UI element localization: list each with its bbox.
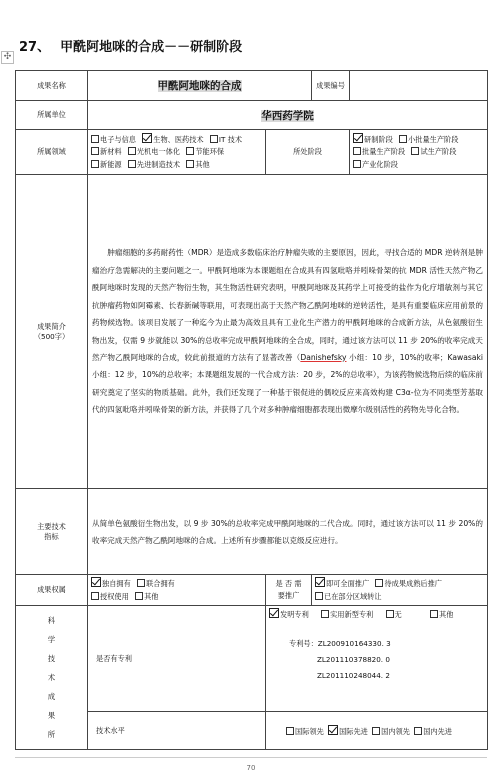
stage-option[interactable]: 研制阶段: [353, 135, 393, 144]
checkbox-icon[interactable]: [128, 160, 136, 168]
checkbox-icon[interactable]: [137, 579, 145, 587]
level-option[interactable]: 国内先进: [414, 727, 452, 736]
stage-option[interactable]: 产业化阶段: [353, 160, 398, 169]
ownership-option[interactable]: 独自拥有: [91, 579, 131, 588]
checkbox-icon[interactable]: [186, 147, 194, 155]
patent-label: 是否有专利: [88, 606, 266, 712]
spellcheck-underlined-word: Danishefsky: [300, 352, 347, 362]
patent-type-option[interactable]: 实用新型专利: [321, 610, 373, 619]
stage-option[interactable]: 批量生产阶段: [353, 147, 405, 156]
level-option[interactable]: 国际领先: [286, 727, 324, 736]
tech-level-options: [266, 712, 488, 750]
code-value[interactable]: [350, 71, 488, 101]
achievement-name-text: 甲酰阿地咪的合成: [157, 80, 242, 92]
patent-details: [266, 606, 488, 712]
patent-number: ZL201110248044. 2: [317, 670, 390, 680]
ownership-options: [88, 575, 266, 606]
checkbox-icon[interactable]: [375, 579, 383, 587]
field-option[interactable]: 先进制造技术: [128, 160, 180, 169]
field-option[interactable]: 光机电一体化: [128, 147, 180, 156]
row-unit: [16, 101, 488, 130]
tech-level-label: 技术水平: [88, 712, 266, 750]
checkbox-icon[interactable]: [186, 160, 194, 168]
checkbox-checked-icon[interactable]: [328, 725, 338, 735]
row-field: [16, 130, 488, 175]
page-number: 70: [246, 764, 256, 772]
checkbox-icon[interactable]: [91, 592, 99, 600]
checkbox-checked-icon[interactable]: [142, 133, 152, 143]
checkbox-icon[interactable]: [353, 147, 361, 155]
checkbox-icon[interactable]: [411, 147, 419, 155]
checkbox-checked-icon[interactable]: [315, 577, 325, 587]
section-number: 27、: [19, 40, 51, 55]
level-option[interactable]: 国内领先: [372, 727, 410, 736]
checkbox-icon[interactable]: [414, 727, 422, 735]
unit-value: [88, 101, 488, 130]
checkbox-icon[interactable]: [210, 135, 218, 143]
code-label: 成果编号: [312, 71, 350, 101]
row-summary: [16, 175, 488, 489]
row-ownership: [16, 575, 488, 606]
summary-label: 成果简介 （500字）: [16, 175, 88, 489]
name-label: 成果名称: [16, 71, 88, 101]
summary-text: 肿瘤细胞的多药耐药性（MDR）是造成多数临床治疗肿瘤失败的主要原因，因此，寻找合适的 MDR 逆转剂是肿瘤治疗急需解决的主要问题之一。甲酰阿地咪为本课题组在合成具有四氢吡咯并吲哚骨架的抗 MDR 活性天然产物乙酰阿地咪时发现的天然产物衍生物，其生物活性研究表明，甲酰阿地咪及其药学上可接受的盐作为化疗增敏剂与其它抗肿瘤药物如阿霉素、长春新碱等联用，可表现出高于天然产物乙酰阿地咪的逆转活性，是具有重要临床应用前景的药物候选物。该项目发展了一种迄今为止最为高效且具有工业化生产潜力的甲酰阿地咪的合成新方法，从色氨酸衍生物出发，仅需 9 步就能以 30%的总收率完成甲酰阿地咪的全合成，同时，通过该方法可以 11 步 20%的收率完成天然产物乙酰阿地咪的合成，较此前报道的方法有了显著改善（Danishefsky 小组：10 步，10%的收率；Kawasaki 小组：12 步，10%的总收率；本课题组发展的一代合成方法：20 步，2%的总收率），为该药物候选物后续的临床前研究奠定了坚实的物质基础。此外，我们还发现了一种基于银促进的偶咬反应来高效构建 C3α-位为不同类型芳基取代的四氢吡咯并吲哚骨架的新方法，并获得了几个对多种肿瘤细胞都表现出微摩尔级别活性的药物先导化合物。: [88, 175, 488, 489]
checkbox-checked-icon[interactable]: [91, 577, 101, 587]
checkbox-icon[interactable]: [386, 610, 394, 618]
row-name: [16, 71, 488, 101]
ownership-option[interactable]: 联合拥有: [137, 579, 175, 588]
stage-options: [350, 130, 488, 175]
promotion-option[interactable]: 待成果成熟后推广: [375, 579, 442, 588]
promotion-option[interactable]: 即可全面推广: [315, 579, 369, 588]
checkbox-icon[interactable]: [128, 147, 136, 155]
field-options: [88, 130, 266, 175]
achievement-name: [88, 71, 312, 101]
tech-label: 主要技术 指标: [16, 489, 88, 575]
field-option[interactable]: 节能环保: [186, 147, 224, 156]
page-title: [19, 36, 242, 55]
achievement-table: [15, 70, 488, 750]
checkbox-icon[interactable]: [286, 727, 294, 735]
section-title: 甲酰阿地咪的合成－－研制阶段: [60, 40, 243, 55]
unit-value-text: 华西药学院: [261, 109, 314, 122]
field-option[interactable]: 其他: [186, 160, 209, 169]
checkbox-icon[interactable]: [315, 592, 323, 600]
stage-label: 所处阶段: [266, 130, 350, 175]
promotion-options: [312, 575, 488, 606]
promotion-label: 是 否 需 要推广: [266, 575, 312, 606]
level-option[interactable]: 国际先进: [328, 727, 368, 736]
unit-label: 所属单位: [16, 101, 88, 130]
sci-tech-vertical-label: 科 学 技 术 成 果 所: [16, 606, 88, 750]
field-option[interactable]: 新能源: [91, 160, 122, 169]
patent-number-list: [269, 636, 484, 684]
row-tech-indicators: [16, 489, 488, 575]
ownership-option[interactable]: 授权使用: [91, 592, 129, 601]
checkbox-icon[interactable]: [399, 135, 407, 143]
patent-type-option[interactable]: 发明专利: [269, 610, 309, 619]
checkbox-checked-icon[interactable]: [353, 133, 363, 143]
checkbox-checked-icon[interactable]: [269, 608, 279, 618]
patent-type-option[interactable]: 无: [386, 610, 402, 619]
checkbox-icon[interactable]: [321, 610, 329, 618]
patent-type-option[interactable]: 其他: [430, 610, 453, 619]
ownership-option[interactable]: 其他: [135, 592, 158, 601]
field-option[interactable]: IT 技术: [210, 135, 242, 144]
stage-option[interactable]: 试生产阶段: [411, 147, 456, 156]
stage-option[interactable]: 小批量生产阶段: [399, 135, 458, 144]
checkbox-icon[interactable]: [135, 592, 143, 600]
promotion-option[interactable]: 已在部分区域转让: [315, 592, 382, 601]
field-option[interactable]: 新材料: [91, 147, 122, 156]
footer-divider: [15, 757, 487, 758]
row-patent: [16, 606, 488, 712]
field-option[interactable]: 电子与信息: [91, 135, 136, 144]
patent-type-options: [269, 608, 484, 622]
checkbox-icon[interactable]: [91, 147, 99, 155]
patent-number: ZL200910164330. 3: [317, 638, 391, 648]
field-option[interactable]: 生物、医药技术: [142, 135, 203, 144]
checkbox-icon[interactable]: [372, 727, 380, 735]
patent-no-label: 专利号：: [289, 638, 318, 648]
table-move-handle-icon[interactable]: ✣: [1, 51, 14, 64]
checkbox-icon[interactable]: [91, 160, 99, 168]
checkbox-icon[interactable]: [430, 610, 438, 618]
field-label: 所属领域: [16, 130, 88, 175]
checkbox-icon[interactable]: [91, 135, 99, 143]
ownership-label: 成果权属: [16, 575, 88, 606]
checkbox-icon[interactable]: [353, 160, 361, 168]
tech-text: 从简单色氨酸衍生物出发，以 9 步 30%的总收率完成甲酰阿地咪的二代合成。同时，通过该方法可以 11 步 20%的收率完成天然产物乙酰阿地咪的合成。上述所有步骤都能以克级反应进行。: [88, 489, 488, 575]
patent-number: ZL201110378820. 0: [317, 654, 390, 664]
